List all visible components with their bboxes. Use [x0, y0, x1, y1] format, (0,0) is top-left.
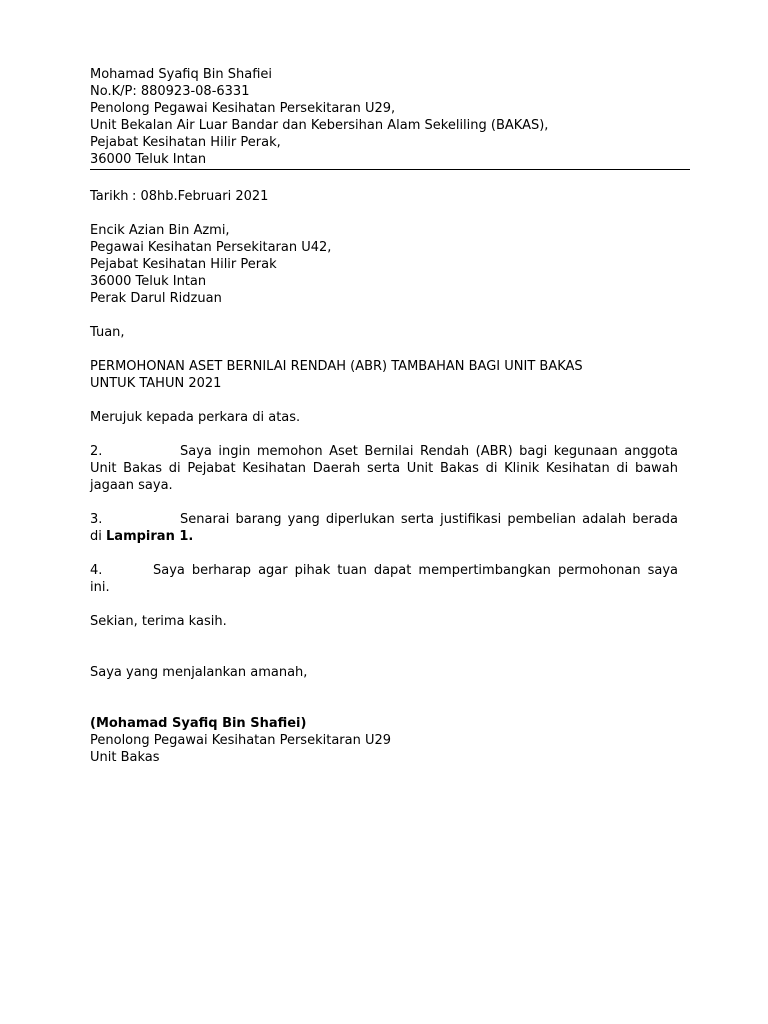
signature-block — [90, 715, 678, 766]
paragraph-2-number: 2. — [90, 444, 103, 459]
paragraph-4-text: Saya berharap agar pihak tuan dapat mempertimbangkan permohonan saya ini. — [90, 563, 678, 595]
paragraph-3 — [90, 511, 678, 545]
paragraph-3-text: Senarai barang yang diperlukan serta justifikasi pembelian adalah berada di — [90, 512, 678, 544]
paragraph-4-number: 4. — [90, 563, 103, 578]
intro-paragraph: Merujuk kepada perkara di atas. — [90, 410, 301, 425]
recipient-position: Pegawai Kesihatan Persekitaran U42, — [90, 240, 332, 255]
subject-line-1: PERMOHONAN ASET BERNILAI RENDAH (ABR) TAMBAHAN BAGI UNIT BAKAS — [90, 359, 583, 374]
paragraph-3-attachment: Lampiran 1. — [106, 529, 194, 544]
recipient-city: 36000 Teluk Intan — [90, 274, 207, 289]
closing-amanah: Saya yang menjalankan amanah, — [90, 665, 308, 680]
sender-name: Mohamad Syafiq Bin Shafiei — [90, 67, 273, 82]
sender-block — [90, 66, 678, 168]
paragraph-2 — [90, 443, 678, 494]
recipient-office: Pejabat Kesihatan Hilir Perak — [90, 257, 277, 272]
sender-city: 36000 Teluk Intan — [90, 152, 207, 167]
date-label: Tarikh — [90, 189, 129, 204]
date-value: : 08hb.Februari 2021 — [132, 189, 269, 204]
sender-office: Pejabat Kesihatan Hilir Perak, — [90, 135, 281, 150]
date-line — [90, 188, 678, 205]
signature-position: Penolong Pegawai Kesihatan Persekitaran U29 — [90, 733, 392, 748]
sender-position: Penolong Pegawai Kesihatan Persekitaran U29, — [90, 101, 396, 116]
subject-block — [90, 358, 678, 392]
recipient-state: Perak Darul Ridzuan — [90, 291, 222, 306]
sender-unit: Unit Bekalan Air Luar Bandar dan Kebersihan Alam Sekeliling (BAKAS), — [90, 118, 549, 133]
paragraph-3-number: 3. — [90, 512, 103, 527]
signature-unit: Unit Bakas — [90, 750, 160, 765]
salutation: Tuan, — [90, 325, 125, 340]
signature-name: (Mohamad Syafiq Bin Shafiei) — [90, 716, 307, 731]
subject-line-2: UNTUK TAHUN 2021 — [90, 376, 222, 391]
paragraph-4 — [90, 562, 678, 596]
recipient-block — [90, 222, 678, 307]
paragraph-2-text: Saya ingin memohon Aset Bernilai Rendah (ABR) bagi kegunaan anggota Unit Bakas di Pejabat Kesihatan Daerah serta Unit Bakas di Klinik Kesihatan di bawah jagaan saya. — [90, 444, 678, 493]
closing-thanks: Sekian, terima kasih. — [90, 614, 227, 629]
recipient-name: Encik Azian Bin Azmi, — [90, 223, 230, 238]
sender-ic: No.K/P: 880923-08-6331 — [90, 84, 250, 99]
